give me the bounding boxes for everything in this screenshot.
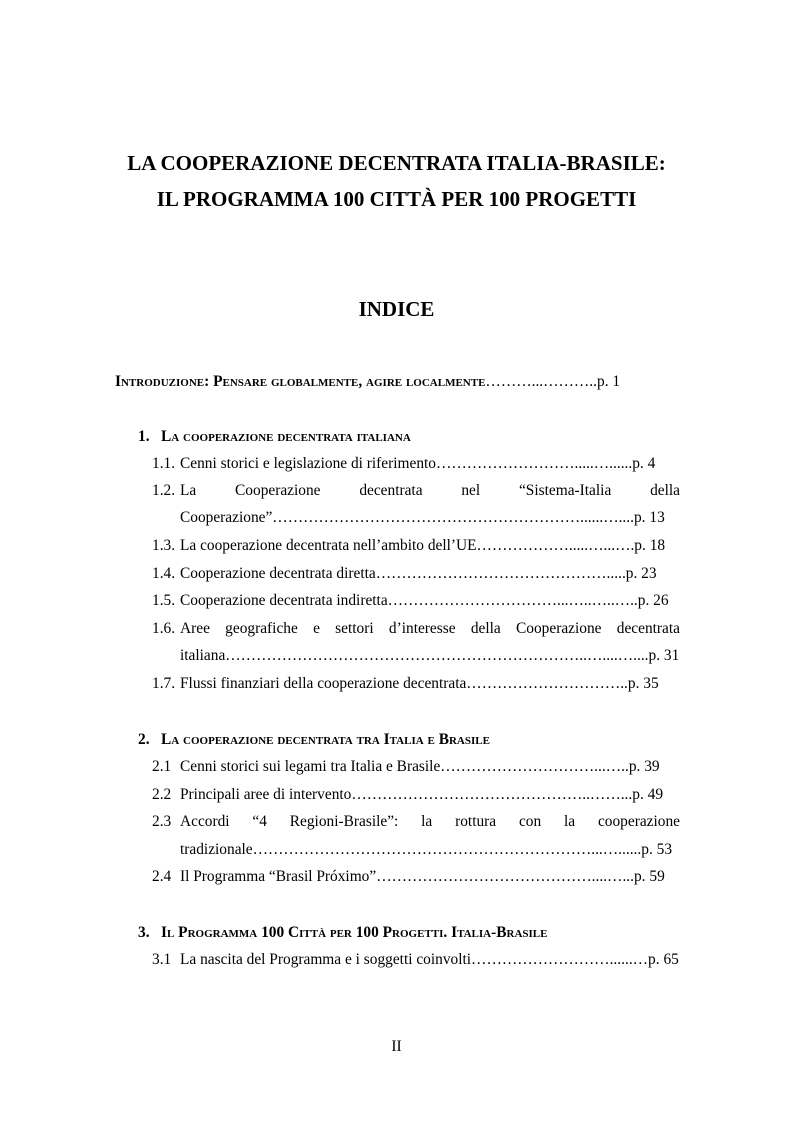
toc-entry-text: Accordi “4 Regioni-Brasile”: la rottura con la cooperazione <box>180 813 680 830</box>
toc-entry[interactable] <box>152 592 680 610</box>
toc-entry[interactable] <box>152 786 680 804</box>
chapter-title: Il Programma 100 Città per 100 Progetti. Italia-Brasile <box>161 924 548 941</box>
toc-entry-text-continued: tradizionale…………………………………………………………...…......p. 53 <box>180 841 673 858</box>
toc-entry-continuation[interactable] <box>180 841 680 859</box>
toc-entry[interactable] <box>152 620 680 638</box>
toc-chapter-3-heading[interactable] <box>138 924 547 942</box>
chapter-number: 2. <box>138 731 150 748</box>
chapter-number: 1. <box>138 428 150 445</box>
document-title-line-1: LA COOPERAZIONE DECENTRATA ITALIA-BRASILE: <box>127 151 666 175</box>
toc-entry-text: Cooperazione decentrata diretta……………………………………….....p. 23 <box>180 565 657 582</box>
toc-entry-continuation[interactable] <box>180 509 680 527</box>
toc-entry[interactable] <box>152 868 680 886</box>
toc-entry-text: Cooperazione decentrata indiretta……………………………...…..…..…..p. 26 <box>180 592 669 609</box>
toc-entry[interactable] <box>152 675 680 693</box>
chapter-title: La cooperazione decentrata tra Italia e Brasile <box>161 731 490 748</box>
toc-entry-number: 1.6. <box>152 620 176 637</box>
toc-introduction[interactable] <box>115 373 680 391</box>
toc-entry[interactable] <box>152 951 680 969</box>
chapter-number: 3. <box>138 924 150 941</box>
toc-entry-text: Aree geografiche e settori d’interesse della Cooperazione decentrata <box>180 620 680 637</box>
toc-entry[interactable] <box>152 537 680 555</box>
toc-entry[interactable] <box>152 482 680 500</box>
toc-entry[interactable] <box>152 758 680 776</box>
toc-entry-text: Flussi finanziari della cooperazione decentrata…………………………..p. 35 <box>180 675 659 692</box>
page-number: II <box>391 1038 402 1055</box>
toc-entry-number: 3.1 <box>152 951 172 968</box>
toc-entry-number: 2.4 <box>152 868 172 885</box>
toc-entry[interactable] <box>152 565 680 583</box>
toc-entry-text: La Cooperazione decentrata nel “Sistema-Italia della <box>180 482 680 499</box>
toc-entry-text-continued: Cooperazione”……………………………………………………......…....p. 13 <box>180 509 665 526</box>
toc-entry-number: 1.7. <box>152 675 176 692</box>
toc-entry-number: 1.2. <box>152 482 176 499</box>
index-heading: INDICE <box>358 297 435 321</box>
toc-entry-number: 1.1. <box>152 455 176 472</box>
toc-entry-text: Cenni storici e legislazione di riferimento……………………….....…......p. 4 <box>180 455 656 472</box>
toc-entry-text-continued: italiana……………………………………………………………..…....…....p. 31 <box>180 647 680 664</box>
toc-entry-continuation[interactable] <box>180 647 680 665</box>
toc-entry-number: 1.4. <box>152 565 176 582</box>
toc-entry-text: Il Programma “Brasil Próximo”……………………………………....…...p. 59 <box>180 868 665 885</box>
toc-introduction-label: Introduzione: Pensare globalmente, agire localmente <box>115 373 486 390</box>
toc-entry-number: 1.3. <box>152 537 176 554</box>
toc-chapter-1-heading[interactable] <box>138 428 411 446</box>
toc-entry-text: La nascita del Programma e i soggetti coinvolti………………………......…p. 65 <box>180 951 679 968</box>
toc-entry-number: 2.3 <box>152 813 172 830</box>
toc-entry-text: La cooperazione decentrata nell’ambito dell’UE……………….....…...….p. 18 <box>180 537 666 554</box>
toc-introduction-page: ………...………..p. 1 <box>485 373 621 390</box>
chapter-title: La cooperazione decentrata italiana <box>161 428 411 445</box>
toc-chapter-2-heading[interactable] <box>138 731 490 749</box>
toc-entry-text: Cenni storici sui legami tra Italia e Brasile…………………………...…..p. 39 <box>180 758 660 775</box>
document-title-line-2: IL PROGRAMMA 100 CITTÀ PER 100 PROGETTI <box>156 187 637 211</box>
toc-entry-text: Principali aree di intervento………………………………………..……...p. 49 <box>180 786 664 803</box>
toc-entry-number: 1.5. <box>152 592 176 609</box>
toc-entry[interactable] <box>152 455 680 473</box>
toc-entry[interactable] <box>152 813 680 831</box>
toc-entry-number: 2.2 <box>152 786 172 803</box>
toc-entry-number: 2.1 <box>152 758 172 775</box>
